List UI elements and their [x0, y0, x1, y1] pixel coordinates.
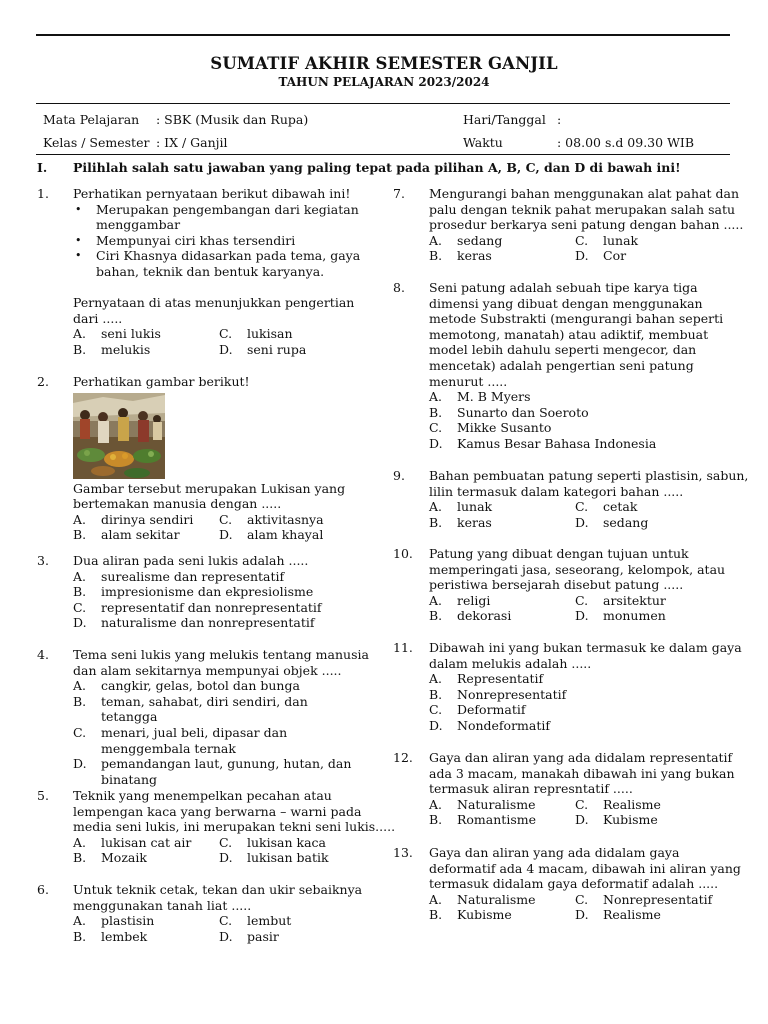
option-text: lukisan — [247, 326, 293, 342]
option-a[interactable] — [429, 892, 575, 908]
option-letter: D. — [73, 615, 87, 631]
question-text-line: ada 3 macam, manakah dibawah ini yang bukan — [429, 765, 735, 781]
option-letter: A. — [73, 913, 87, 929]
option-c[interactable] — [575, 593, 721, 609]
question-text-line: termasuk aliran represntatif ..... — [429, 781, 633, 797]
option-row — [429, 812, 729, 828]
question-text-line: prosedur berkarya seni patung dengan bahan ..... — [429, 217, 744, 233]
statement-item — [73, 248, 373, 279]
option-text: sedang — [457, 232, 503, 248]
question-text-line: Bahan pembuatan patung seperti plastisin, sabun, — [429, 468, 749, 483]
option-text: pasir — [247, 928, 279, 944]
question-text-line: Untuk teknik cetak, tekan dan ukir sebaiknya — [73, 882, 363, 897]
option-a[interactable] — [73, 326, 219, 342]
mapel-value: : SBK (Musik dan Rupa) — [156, 112, 309, 127]
option-letter: B. — [429, 514, 443, 530]
section-instruction: Pilihlah salah satu jawaban yang paling tepat pada pilihan A, B, C, dan D di bawah ini! — [73, 160, 681, 175]
kelas-label: Kelas / Semester — [43, 135, 150, 150]
question-number: 10. — [393, 546, 413, 561]
option-letter: B. — [429, 907, 443, 923]
option-text: lukisan kaca — [247, 834, 326, 850]
option-letter: D. — [429, 717, 443, 733]
option-text: M. B Myers — [457, 389, 531, 405]
question-text-line: memperingati jasa, seseorang, kelompok, atau — [429, 561, 726, 577]
question-text-line: Perhatikan pernyataan berikut dibawah ini! — [73, 186, 351, 201]
question-number: 9. — [393, 468, 405, 483]
option-c[interactable] — [73, 725, 363, 756]
option-text: menari, jual beli, dipasar dan menggembala ternak — [101, 724, 288, 756]
option-c[interactable] — [219, 512, 365, 528]
option-b[interactable] — [73, 850, 219, 866]
option-text: Kubisme — [457, 907, 512, 923]
question-body — [73, 186, 373, 358]
option-text: Nonrepresentatif — [603, 891, 713, 907]
option-b[interactable] — [73, 527, 219, 543]
question-number: 4. — [37, 647, 49, 662]
option-b[interactable] — [429, 907, 575, 923]
option-b[interactable] — [429, 687, 729, 703]
question-text-line: Mengurangi bahan menggunakan alat pahat dan — [429, 186, 739, 201]
statement-item — [73, 202, 373, 233]
option-d[interactable] — [73, 756, 363, 787]
option-text: arsitektur — [603, 592, 666, 608]
option-text: seni rupa — [247, 341, 307, 357]
question-text-line: bertemakan manusia dengan ..... — [73, 496, 282, 512]
option-letter: A. — [429, 389, 443, 405]
option-letter: C. — [73, 724, 87, 740]
question-body — [429, 845, 741, 923]
question-text-line: model lebih dahulu seperti mengecor, dan — [429, 342, 697, 358]
option-a[interactable] — [429, 389, 729, 405]
option-letter: C. — [219, 834, 233, 850]
option-c[interactable] — [219, 913, 365, 929]
question-text-line: menggunakan tanah liat ..... — [73, 897, 252, 913]
option-text: Representatif — [457, 671, 544, 687]
option-row — [429, 892, 729, 908]
answer-options — [73, 678, 373, 787]
option-c[interactable] — [429, 702, 729, 718]
answer-options — [73, 835, 373, 866]
exam-title: SUMATIF AKHIR SEMESTER GANJIL — [210, 54, 558, 73]
option-c[interactable] — [73, 600, 373, 616]
answer-options — [73, 512, 373, 543]
option-a[interactable] — [73, 835, 219, 851]
option-text: lukisan batik — [247, 850, 329, 866]
option-b[interactable] — [429, 812, 575, 828]
option-row — [429, 515, 729, 531]
option-letter: C. — [429, 420, 443, 436]
option-letter: D. — [219, 850, 233, 866]
option-letter: B. — [429, 248, 443, 264]
answer-options — [429, 233, 729, 264]
info-top-rule — [36, 103, 730, 104]
option-text: representatif dan nonrepresentatif — [101, 599, 322, 615]
option-c[interactable] — [575, 233, 721, 249]
option-letter: B. — [73, 527, 87, 543]
option-letter: B. — [429, 812, 443, 828]
option-letter: B. — [429, 686, 443, 702]
question-text-line: dan alam sekitarnya mempunyai objek ..... — [73, 662, 342, 678]
question-body — [429, 468, 749, 530]
waktu-label: Waktu — [463, 135, 503, 150]
option-b[interactable] — [429, 405, 729, 421]
question-text-line: Perhatikan gambar berikut! — [73, 374, 250, 389]
option-row — [429, 608, 729, 624]
option-letter: A. — [73, 326, 87, 342]
option-text: alam khayal — [247, 527, 324, 543]
option-text: Nondeformatif — [457, 717, 550, 733]
option-letter: D. — [575, 514, 589, 530]
option-letter: D. — [219, 527, 233, 543]
question-text-line: termasuk didalam gaya deformatif adalah ..... — [429, 876, 719, 892]
question-number: 13. — [393, 845, 413, 860]
question-body — [73, 882, 373, 944]
hari-value: : — [557, 112, 562, 127]
option-text: lunak — [457, 499, 493, 515]
question-text-line: media seni lukis, ini merupakan tekni seni lukis..... — [73, 819, 396, 835]
question-text-line: Dua aliran pada seni lukis adalah ..... — [73, 553, 309, 568]
option-d[interactable] — [575, 907, 721, 923]
option-text: dekorasi — [457, 608, 512, 624]
option-letter: C. — [575, 891, 589, 907]
question-text-line: Seni patung adalah sebuah tipe karya tiga — [429, 280, 698, 295]
statement-line: • Merupakan pengembangan dari kegiatan — [96, 201, 359, 217]
option-d[interactable] — [219, 342, 365, 358]
waktu-value: : 08.00 s.d 09.30 WIB — [557, 135, 695, 150]
option-text: keras — [457, 514, 492, 530]
option-letter: A. — [429, 499, 443, 515]
answer-options — [429, 593, 729, 624]
option-a[interactable] — [429, 797, 575, 813]
answer-options — [429, 671, 729, 733]
option-text: plastisin — [101, 913, 155, 929]
statement-line: • Mempunyai ciri khas tersendiri — [96, 232, 296, 248]
option-letter: A. — [429, 671, 443, 687]
option-c[interactable] — [429, 420, 729, 436]
option-letter: D. — [219, 928, 233, 944]
option-text: Naturalisme — [457, 796, 536, 812]
section-number: I. — [37, 160, 48, 175]
question-number: 11. — [393, 640, 413, 655]
option-row — [429, 499, 729, 515]
question-number: 3. — [37, 553, 49, 568]
option-text: keras — [457, 248, 492, 264]
question-number: 8. — [393, 280, 405, 295]
option-d[interactable] — [575, 248, 721, 264]
option-letter: B. — [429, 608, 443, 624]
option-row — [73, 527, 373, 543]
option-d[interactable] — [219, 527, 365, 543]
option-letter: D. — [575, 907, 589, 923]
option-letter: C. — [219, 511, 233, 527]
answer-options — [73, 913, 373, 944]
option-text: cetak — [603, 499, 638, 515]
question-text-line: Gambar tersebut merupakan Lukisan yang — [73, 480, 346, 496]
option-text: aktivitasnya — [247, 511, 324, 527]
option-letter: C. — [429, 702, 443, 718]
option-text: Deformatif — [457, 702, 526, 718]
option-d[interactable] — [575, 608, 721, 624]
option-d[interactable] — [429, 436, 729, 452]
answer-options — [429, 499, 729, 530]
statement-item — [73, 233, 373, 249]
option-text: Kubisme — [603, 812, 658, 828]
question-text-line: peristiwa bersejarah disebut patung ..... — [429, 577, 684, 593]
option-letter: D. — [575, 812, 589, 828]
option-letter: B. — [73, 341, 87, 357]
option-b[interactable] — [429, 515, 575, 531]
option-d[interactable] — [73, 615, 373, 631]
option-a[interactable] — [73, 678, 363, 694]
question-number: 7. — [393, 186, 405, 201]
option-c[interactable] — [219, 835, 365, 851]
statement-line: menggambar — [96, 217, 181, 233]
option-c[interactable] — [575, 499, 721, 515]
statement-line: • Ciri Khasnya didasarkan pada tema, gaya — [96, 248, 361, 264]
option-row — [429, 233, 729, 249]
info-bottom-rule — [36, 154, 730, 155]
question-text-line: Tema seni lukis yang melukis tentang manusia — [73, 647, 369, 662]
option-text: pemandangan laut, gunung, hutan, dan binatang — [101, 756, 352, 787]
option-text: Nonrepresentatif — [457, 686, 567, 702]
option-letter: C. — [575, 499, 589, 515]
option-c[interactable] — [219, 326, 365, 342]
question-text-line: Teknik yang menempelkan pecahan atau — [73, 788, 332, 803]
question-body — [73, 374, 373, 543]
option-letter: C. — [575, 592, 589, 608]
option-text: melukis — [101, 341, 151, 357]
option-text: Mozaik — [101, 850, 147, 866]
option-d[interactable] — [575, 515, 721, 531]
option-row — [73, 913, 373, 929]
option-letter: C. — [73, 599, 87, 615]
question-text-line: lempengan kaca yang berwarna – warni pada — [73, 803, 362, 819]
option-letter: A. — [429, 796, 443, 812]
option-row — [73, 850, 373, 866]
hari-label: Hari/Tanggal — [463, 112, 546, 127]
question-number: 2. — [37, 374, 49, 389]
option-text: Romantisme — [457, 812, 536, 828]
option-text: impresionisme dan ekpresiolisme — [101, 584, 314, 600]
option-text: dirinya sendiri — [101, 511, 194, 527]
option-row — [73, 835, 373, 851]
question-text-line: palu dengan teknik pahat merupakan salah satu — [429, 201, 736, 217]
question-number: 6. — [37, 882, 49, 897]
option-a[interactable] — [429, 671, 729, 687]
question-body — [429, 750, 735, 828]
option-text: surealisme dan representatif — [101, 568, 285, 584]
option-text: alam sekitar — [101, 527, 180, 543]
option-letter: D. — [575, 248, 589, 264]
option-letter: A. — [73, 511, 87, 527]
question-body — [429, 640, 742, 734]
question-text-line: Gaya dan aliran yang ada didalam gaya — [429, 845, 680, 860]
option-letter: C. — [219, 326, 233, 342]
option-a[interactable] — [73, 569, 373, 585]
question-text-line: Pernyataan di atas menunjukkan pengertian — [73, 295, 355, 311]
question-number: 12. — [393, 750, 413, 765]
option-row — [429, 593, 729, 609]
question-text-line: lilin termasuk dalam kategori bahan ..... — [429, 483, 684, 499]
option-d[interactable] — [429, 718, 729, 734]
option-c[interactable] — [575, 892, 721, 908]
exam-subtitle: TAHUN PELAJARAN 2023/2024 — [278, 75, 490, 89]
option-text: monumen — [603, 608, 666, 624]
question-text-line: Patung yang dibuat dengan tujuan untuk — [429, 546, 689, 561]
question-body — [73, 647, 373, 787]
answer-options — [73, 569, 373, 631]
option-row — [429, 797, 729, 813]
option-text: Cor — [603, 248, 627, 264]
option-letter: D. — [429, 435, 443, 451]
option-a[interactable] — [73, 913, 219, 929]
option-letter: B. — [429, 404, 443, 420]
question-text-line: deformatif ada 4 macam, dibawah ini aliran yang — [429, 860, 741, 876]
option-letter: D. — [219, 341, 233, 357]
option-letter: C. — [575, 232, 589, 248]
question-number: 5. — [37, 788, 49, 803]
option-text: Sunarto dan Soeroto — [457, 404, 589, 420]
option-a[interactable] — [429, 499, 575, 515]
option-row — [73, 512, 373, 528]
option-row — [73, 929, 373, 945]
question-body — [429, 186, 744, 264]
option-d[interactable] — [575, 812, 721, 828]
option-letter: A. — [73, 678, 87, 694]
mapel-label: Mata Pelajaran — [43, 112, 140, 127]
question-text-line: memotong, manatah) atau adiktif, membuat — [429, 326, 709, 342]
question-body — [429, 546, 729, 624]
question-text-line: dimensi yang dibuat dengan menggunakan — [429, 295, 703, 311]
option-letter: A. — [73, 834, 87, 850]
question-number: 1. — [37, 186, 49, 201]
option-a[interactable] — [429, 593, 575, 609]
answer-options — [429, 797, 729, 828]
option-text: lunak — [603, 232, 639, 248]
option-b[interactable] — [73, 694, 363, 725]
option-row — [429, 907, 729, 923]
question-body — [429, 280, 729, 452]
answer-options — [429, 892, 729, 923]
option-row — [73, 326, 373, 342]
question-body — [73, 788, 396, 866]
option-d[interactable] — [219, 850, 365, 866]
option-text: teman, sahabat, diri sendiri, dan tetangga — [101, 693, 308, 725]
option-b[interactable] — [429, 248, 575, 264]
option-letter: D. — [73, 756, 87, 772]
option-b[interactable] — [73, 929, 219, 945]
market-painting — [73, 393, 165, 479]
statement-list — [73, 202, 373, 280]
option-text: Mikke Susanto — [457, 420, 552, 436]
spacer — [73, 280, 373, 296]
option-text: lukisan cat air — [101, 834, 192, 850]
option-letter: B. — [73, 693, 87, 709]
option-a[interactable] — [429, 233, 575, 249]
answer-options — [73, 326, 373, 357]
option-letter: B. — [73, 850, 87, 866]
statement-line: bahan, teknik dan bentuk karyanya. — [96, 263, 325, 279]
kelas-value: : IX / Ganjil — [156, 135, 228, 150]
option-d[interactable] — [219, 929, 365, 945]
option-row — [429, 248, 729, 264]
option-text: Kamus Besar Bahasa Indonesia — [457, 435, 657, 451]
option-text: lembut — [247, 913, 292, 929]
option-letter: B. — [73, 584, 87, 600]
market-painting-image — [73, 393, 165, 479]
option-letter: C. — [219, 913, 233, 929]
question-text-line: dalam melukis adalah ..... — [429, 655, 592, 671]
question-text-line: Gaya dan aliran yang ada didalam representatif — [429, 750, 733, 765]
option-b[interactable] — [73, 342, 219, 358]
option-b[interactable] — [73, 584, 373, 600]
question-body — [73, 553, 373, 631]
question-text-line: metode Substrakti (mengurangi bahan seperti — [429, 311, 724, 327]
option-letter: A. — [73, 568, 87, 584]
question-text-line: Dibawah ini yang bukan termasuk ke dalam gaya — [429, 640, 742, 655]
question-text-line: menurut ..... — [429, 373, 508, 389]
option-a[interactable] — [73, 512, 219, 528]
option-text: cangkir, gelas, botol dan bunga — [101, 678, 300, 694]
option-letter: A. — [429, 592, 443, 608]
option-text: Naturalisme — [457, 891, 536, 907]
question-text-line: mencetak) adalah pengertian seni patung — [429, 357, 694, 373]
option-letter: A. — [429, 232, 443, 248]
option-letter: C. — [575, 796, 589, 812]
option-row — [73, 342, 373, 358]
option-text: Realisme — [603, 796, 661, 812]
top-rule — [36, 34, 730, 36]
option-letter: A. — [429, 891, 443, 907]
option-text: sedang — [603, 514, 649, 530]
option-text: Realisme — [603, 907, 661, 923]
option-text: seni lukis — [101, 326, 161, 342]
question-text-line: dari ..... — [73, 310, 123, 326]
option-letter: B. — [73, 928, 87, 944]
option-text: lembek — [101, 928, 148, 944]
option-text: naturalisme dan nonrepresentatif — [101, 615, 315, 631]
option-letter: D. — [575, 608, 589, 624]
option-c[interactable] — [575, 797, 721, 813]
option-text: religi — [457, 592, 491, 608]
option-b[interactable] — [429, 608, 575, 624]
answer-options — [429, 389, 729, 451]
